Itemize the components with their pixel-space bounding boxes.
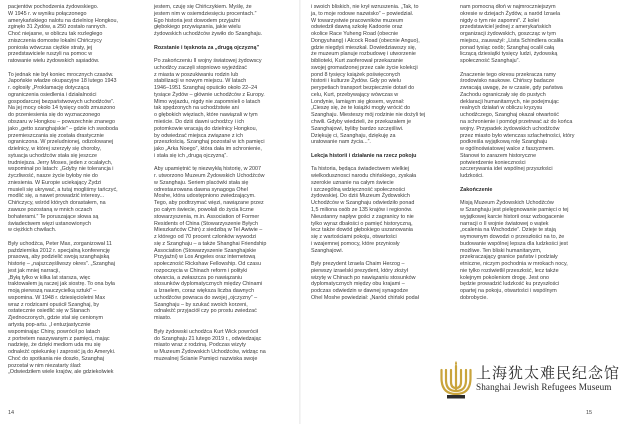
text-column-right-1 (311, 4, 443, 302)
text-line: i swoich bliskich, nie krył wzruszenia. „Tak, to (311, 4, 419, 10)
text-line: wymownym dowodzi o przeszłości na to, że (460, 234, 565, 241)
paragraph-gap (311, 146, 443, 153)
text-line: Ta historia, będąca świadectwem wielkiej (311, 166, 409, 173)
text-line: szczerywania idei wspólnej przyszłości (460, 166, 553, 173)
text-line: Tego, aby podtrzymać więzi, nawiązane przez (154, 200, 264, 207)
text-line: W towarzystwie pracowników muzeum (311, 17, 404, 24)
paragraph-gap (154, 38, 286, 45)
text-line: ograniczona. W przeludnionej, odizolowanej (8, 139, 114, 146)
text-line: gdzie niegdyś mieszkał. Dowiedziawszy się, (311, 44, 417, 51)
text-line: pozostał w nim niezatarty ślad: (8, 362, 82, 369)
text-line: Szanghaju – by szukać swoich korzeni, (154, 301, 248, 308)
text-line: wyjątkowej karcie historii oraz wzbogacenie (460, 213, 564, 220)
text-line: modlić się, a nawet prowadzić interesy... (8, 193, 105, 200)
text-line: w Szanghaju. Seriem placówki stała się (154, 179, 249, 186)
text-line: chwili. Gdyby wiedzieli, że przekazałem je (311, 119, 412, 126)
text-line: wspominał po latach: „Gdyby nie tolerancja i (8, 166, 114, 173)
text-line: pond 8 tysięcy książek poświęconych (311, 71, 401, 78)
text-line: ostatecznie osiedlić się w Stanach (8, 308, 90, 315)
text-line: jestem, czuję się Chińczykiem. Myślę, że (154, 4, 252, 10)
text-line: uchodźczego, Szanghaj okazał otwartość (460, 112, 559, 119)
text-line: zniesienia. W Europie uciekający Żydzi (8, 179, 102, 186)
text-line: otwarcia, a zwłaszcza po nawiązaniu (154, 274, 243, 281)
text-line: tak spędzonych na uchodźstwie ani (154, 105, 239, 112)
text-line: r. utworzono Muzeum Żydowskich Uchodźców (154, 173, 265, 180)
text-line: jako „getto szanghajskie” – gdzie ich swoboda (8, 125, 118, 132)
text-line: moją pierwszą nauczycielką sztuki” – (8, 288, 97, 295)
text-line: tylko wyraz dbałości o pamięć historyczną, (311, 220, 413, 227)
text-line: Szanghajowi. (311, 247, 344, 254)
section-heading: Rozstanie i tęsknota za „drugą ojczyzną” (154, 44, 260, 51)
text-line: Aby upamiętnić tę niezwykłą historię, w 2007 (154, 166, 261, 173)
text-line: kolejnym pokoleniom drogę. Jest ono (460, 274, 549, 281)
paragraph-gap (460, 65, 592, 72)
text-line: uchodźców powraca do swojej „ojczyzny” – (154, 294, 258, 301)
text-line: życzliwość, nasze życie byłoby nie do (8, 173, 98, 180)
text-line: stowarzyszenia, m.in. Association of Former (154, 213, 260, 220)
text-line: Szanghaju. Miesteszy mój rodzinie nie dożyli tej (311, 112, 426, 119)
text-line: ponad tysiąc osób; Szanghaj ocalił całą (460, 44, 555, 51)
text-line: 1,5 miliona osób ze 135 krajów i regionów. (311, 206, 413, 213)
text-line: Mimo wyjazdu, nigdy nie zapomnieli o latach (154, 98, 261, 105)
text-line: z portretem naszywanym z pamięci, mając (8, 335, 110, 342)
text-line: się z wartościami pokoju, otwartości (311, 234, 397, 241)
text-line: gospodarczej bezpaństwowych uchodźców”. (8, 98, 115, 105)
text-line: przeszłością. Szanghaj pozostał w ich pamięci (154, 139, 265, 146)
museum-logo (440, 360, 620, 406)
text-line: Choć niejasne, w obliczu tak rozległego (8, 31, 103, 38)
text-line: Znaczenie tego okresu przekracza ramy (460, 71, 556, 78)
text-line: To jednak nie był koniec mrocznych czasów. (8, 71, 114, 78)
text-line: zniszczenia domostw lokalni Chińczycy (8, 37, 102, 44)
text-line: historię – „najszczęśliwszy okres”. „Szanghaj (8, 261, 115, 268)
text-line: ograniczenia osiedlenia i działalności (8, 91, 97, 98)
text-line: wizytę w Chinach po nawiązaniu stosunków (311, 274, 416, 281)
text-line: odnaleźć przyjaciół czy po prostu zwiedzać (154, 308, 257, 315)
text-line: Dziękuję ci, Szanghaju, dziękuję za (311, 132, 396, 139)
text-line: deklaracji humanitarnych, nie podejmując (460, 98, 559, 105)
text-line: Zachodu ograniczały się do pustych (460, 91, 546, 98)
text-line: społeczność Szanghaju”. (460, 58, 520, 65)
text-line: nam pomocną dłoń w najmroczniejszym (460, 4, 556, 10)
text-line: trudniejsza. Jerry Moses, jeden z ocalałych, (8, 159, 113, 166)
text-line: nie tylko rozświetlił przeszłość, lecz także (460, 267, 559, 274)
paragraph-gap (8, 234, 140, 241)
text-line: Association (Stowarzyszenie Szanghajskie (154, 247, 257, 254)
text-line: Dongyuhang) i Alcock Road (obecnie Anguo), (311, 37, 420, 44)
text-line: Uchodźców w Szanghaju odwiedziło ponad (311, 200, 415, 207)
text-line: jako „Arka Noego”, która dała im schronienie, (154, 146, 262, 153)
text-line: tysiące Żydów – głównie uchodźców z Europy. (154, 91, 265, 98)
text-line: Na jej mocy około 14 tysięcy osób zmuszono (8, 105, 116, 112)
text-line: szerokie uznanie na całym świecie (311, 179, 394, 186)
text-line: stosunków dyplomatycznych między Chinami (154, 281, 263, 288)
text-line: „Byłą tylko w kilka lat starsza, więc (8, 274, 91, 281)
text-line: etniczne, niczym pochodnia w mrokach nocy, (460, 261, 568, 268)
text-line: ja, to moje rodowe nazwisko” – powiedział. (311, 10, 414, 17)
text-line: zginęło 31 Żydów, a 250 zostało rannych. (8, 24, 107, 31)
text-line: środowisko naukowe. Chińscy badacze (460, 78, 555, 85)
text-line: traktowałem ją raczej jak siostrę. To ona była (8, 281, 115, 288)
text-line: Misją Muzeum Żydowskich Uchodźców (460, 200, 554, 207)
text-line: Po zakończeniu II wojny światowej żydowscy (154, 58, 262, 65)
text-line: Szanghajowi, byliby bardzo szczęśliwi. (311, 125, 404, 132)
text-line: r. ogłosiły „Proklamację dotyczącą (8, 85, 90, 92)
paragraph-gap (8, 65, 140, 72)
text-line: potwierdzenie konieczności (460, 159, 526, 166)
text-line: Mieszkańców Chin) z siedzibą w Tel Awiwie – (154, 227, 263, 234)
text-line: 1946–1951 Szanghaj opuściło około 22–24 (154, 85, 258, 92)
text-line: że muzeum planuje rozbudowę i utworzenie (311, 51, 416, 58)
text-line: wspomina. W 1948 r. dziesięcioletni Max (8, 294, 106, 301)
text-line: podkreśla wyjątkową rolę Szanghaju (460, 139, 548, 146)
text-line: uchodźcy zaczęli stopniowo wyjeżdżać (154, 64, 247, 71)
text-line: lecz także dowód głębokiego uszanowania (311, 227, 413, 234)
text-line: żydowskich uchodźców żywiło do Szanghaju. (154, 31, 263, 38)
text-line: świadectwem więzi ustanowionych (8, 220, 91, 227)
text-line: Zjednoczonych, gdzie stał się cenionym (8, 315, 103, 322)
text-line: po całym świecie, powołali do życia liczne (154, 206, 254, 213)
text-line: będzie prowadzić ludzkość ku przyszłości (460, 281, 560, 288)
text-line: Nieustanny napływ gości z zagranicy to nie (311, 213, 414, 220)
text-line: miasto. (154, 315, 172, 322)
text-line: dyplomatycznych między obu krajami – (311, 281, 405, 288)
text-line: odrestaurowana dawna synagoga Ohel (154, 186, 248, 193)
text-line: okolice Race Yuheng Road (obecnie (311, 31, 399, 38)
text-line: Były uchodźca, Peter Max, zorganizował 11 (8, 240, 112, 247)
text-column-left-1 (8, 4, 140, 376)
text-line: ludzkości. (460, 173, 484, 180)
text-line: nadzieję, że dzięki mediom uda mu się (8, 342, 101, 349)
text-line: przemieszczania się została drastycznie (8, 132, 104, 139)
text-line: możliwe. Ten bliski humanitaryzm, (460, 247, 542, 254)
text-line: Stanowi to zarazem historyczne (460, 152, 537, 159)
text-line: dobrobycie. (460, 294, 488, 301)
text-line: dzielnicy, w której szerzyły się choroby, (8, 146, 101, 153)
text-line: w Szanghaju jest pielęgnowanie pamięci o tej (460, 206, 569, 213)
text-line: musieli się ukrywać, a tutaj mogliśmy tańczyć, (8, 186, 118, 193)
text-line: w ogólnoświatowej walce z faszyzmem. (460, 146, 555, 153)
text-line: przedstawiciel jednej z amerykańskich (460, 24, 552, 31)
text-line: miasto wraz z rodziną. Podczas wizyty (154, 342, 246, 349)
text-line: Chińczycy, wśród których dorastałem, na (8, 200, 106, 207)
paragraph-gap (154, 51, 286, 58)
text-line: biblioteki, Kurt zaoferował przekazanie (311, 58, 403, 65)
menorah-icon (440, 360, 472, 400)
text-line: obszaru w Hongkou – powszechnie znanego (8, 119, 115, 126)
text-line: okresie w dziejach Żydów, a naród Izraela (460, 10, 561, 17)
text-line: ratowanie wielu żydowskich sąsiadów. (8, 58, 100, 65)
text-line: prasową, aby podzielić swoją szanghajską (8, 254, 110, 261)
text-line: nigdy o tym nie zapomni”. Z kolei (460, 17, 539, 24)
text-column-left-2 (154, 4, 286, 363)
text-line: opartej na pokoju, otwartości i wspólnym (460, 288, 557, 295)
text-line: Przyjaźni) w Los Angeles oraz internetową (154, 254, 256, 261)
text-line: celu, Kurt, przebywający wówczas w (311, 91, 399, 98)
text-line: amerykańskiego nalotu na dzielnicę Hongkou, (8, 17, 118, 24)
text-line: odnaleźć opiekunkę i zaprosić ją do Ameryki. (8, 349, 116, 356)
text-line: na schronienie i pomógł przetrwać aż do końca (460, 119, 573, 126)
text-line: głębokiego przywiązania, jakie wielu (154, 24, 241, 31)
text-line: bohaterami.” Te poruszające słowa są (8, 213, 99, 220)
text-line: rozpoczęcia w Chinach reform i polityki (154, 267, 248, 274)
text-line: W 1945 r. w wyniku połączonego (8, 10, 87, 17)
text-line: przez miasto było wtenczas szlachetności, który (460, 132, 575, 139)
text-line: muzealnej Ścianie Pamięci nazwiska swoje (154, 355, 258, 362)
text-line: budowanie wspólnej lepsza dla ludzkości jest (460, 240, 568, 247)
text-line: Londynie, lamiąym się głosem, wyznał: (311, 98, 405, 105)
text-line: Były prezydent Izraela Chaim Herzog – (311, 261, 405, 268)
text-line: by odwiedzać miejsca związane z ich (154, 132, 243, 139)
text-line: „ocalenia na Wschodzie”. Dzieje te stają (460, 227, 556, 234)
text-line: „Odwiedziłem wiele krajów, ale gdziekolwiek (8, 369, 114, 376)
museum-name-english: Shanghai Jewish Refugees Museum (476, 382, 612, 392)
text-line: poniosła wówczas ciężkie straty, jej (8, 44, 93, 51)
text-line: sytuacja uchodźców stała się jeszcze (8, 152, 97, 159)
text-line: Choć do spotkania nie doszło, Szanghaj (8, 355, 104, 362)
paragraph-gap (311, 254, 443, 261)
text-line: pierwszy izraelski prezydent, który złożył (311, 267, 408, 274)
text-line: Ego historia jest dowodem przyjaźni (154, 17, 240, 24)
text-line: mieście. Do dziś dawni uchodźcy i ich (154, 119, 245, 126)
text-column-right-2 (460, 4, 592, 302)
paragraph-gap (154, 322, 286, 329)
text-line: organizacji żydowskich, goszcząc w tym (460, 31, 556, 38)
text-line: pacjentów pochodzenia żydowskiego. (8, 4, 99, 10)
text-line: „Cieszę się, że te książki mogły wrócić do (311, 105, 411, 112)
page-gutter (299, 0, 301, 424)
text-line: o głębokich więziach, które nawiązali w tym (154, 112, 258, 119)
text-line: realnych działań w obliczu kryzysu (460, 105, 543, 112)
text-line: do Szanghaju 21 lutego 2019 r., odwiedzając (154, 335, 262, 342)
text-line: swojej gromadzonej przez całe życie kolekcji (311, 64, 418, 71)
text-line: przedstawiciele ruszyli na pomoc w (8, 51, 93, 58)
text-line: wspominając Chiny, powrócił po latach (8, 328, 101, 335)
museum-name-chinese: 上海犹太难民纪念馆 (476, 364, 620, 382)
text-line: Były żydowski uchodźca Kurt Wick powrócił (154, 328, 258, 335)
text-line: Residents of China (Stowarzyszenie Byłych (154, 220, 258, 227)
text-line: stabilizacji w nowym miejscu. W latach (154, 78, 247, 85)
text-line: liczącą dziesiątki tysięcy ludzi, żydowską (460, 51, 558, 58)
text-line: miejscu, zauważył: „Lista Schindlera ocaliła (460, 37, 564, 44)
text-line: się z Szanghaju – a także Shanghai Friendship (154, 240, 267, 247)
text-line: a Izraelem, coraz większa liczba dawnych (154, 288, 255, 295)
text-line: Ohel Moshe powiedział: „Naród chiński podał (311, 294, 419, 301)
text-line: zawsze pozostaną w mnich oczach (8, 206, 93, 213)
text-line: uratowanie nam życia...”. (311, 139, 371, 146)
text-line: historii i kulturze Żydów. Gdy po wielu (311, 78, 401, 85)
paragraph-gap (311, 160, 443, 167)
text-line: podczas odwiedzin w dawnej synagodze (311, 288, 409, 295)
text-line: Japońskie władze okupacyjne 18 lutego 1943 (8, 78, 117, 85)
text-line: odwiedził dawną szkołę Kadoorie oraz (311, 24, 403, 31)
text-line: artystą pop-artu. „I entuzjastycznie (8, 321, 91, 328)
text-line: i szczególną wdzięczność społeczności (311, 186, 406, 193)
text-line: października 2012 r. specjalną konferencję (8, 247, 110, 254)
text-line: potomkowie wracają do dzielnicy Hongkou, (154, 125, 258, 132)
text-line: do przeniesienia się do wyznaczonego (8, 112, 101, 119)
paragraph-gap (460, 180, 592, 187)
text-line: narracji o II wojnie światowej o wątek (460, 220, 549, 227)
text-line: w Muzeum Żydowskich Uchodźców, widząc na (154, 349, 266, 356)
text-line: z którego od 70 procent członków wywodzi (154, 234, 257, 241)
page-number-right: 15 (586, 410, 593, 416)
text-line: i stała się ich „drugą ojczyzną”. (154, 152, 228, 159)
text-line: wraz z rodzicami opuścił Szanghaj, by (8, 301, 100, 308)
paragraph-gap (154, 160, 286, 167)
page-number-left: 14 (8, 410, 15, 416)
text-line: przekraczający granice państw i podziały (460, 254, 558, 261)
text-line: Moshe, która udostępniono zwiedzającym. (154, 193, 256, 200)
text-line: zwracają uwagę, że w czasie, gdy państwa (460, 85, 563, 92)
section-heading: Lekcja historii i działanie na rzecz pokoju (311, 152, 417, 159)
text-line: w ciężkich chwilach. (8, 227, 57, 234)
text-line: wielkodusznosci narodu chińskiego, zyskała (311, 173, 417, 180)
text-line: wojny. Przypadek żydowskich uchodźców (460, 125, 560, 132)
text-line: perypetiach transport bezpiecznie dotarł do (311, 85, 415, 92)
text-line: żydowskiej. Do dziś Muzeum Żydowskich (311, 193, 410, 200)
text-line: i wzajemnej pomocy, które przyniosły (311, 240, 400, 247)
text-line: z miasta w poszukiwaniu rodzin lub (154, 71, 239, 78)
text-line: jestem nim w osiemdziesięciu procentach.” (154, 10, 257, 17)
text-line: jest jak mniej narracji, (8, 267, 60, 274)
text-line: społeczność Rickshaw Fellowship. Od czasu (154, 261, 261, 268)
section-heading: Zakończenie (460, 186, 493, 193)
